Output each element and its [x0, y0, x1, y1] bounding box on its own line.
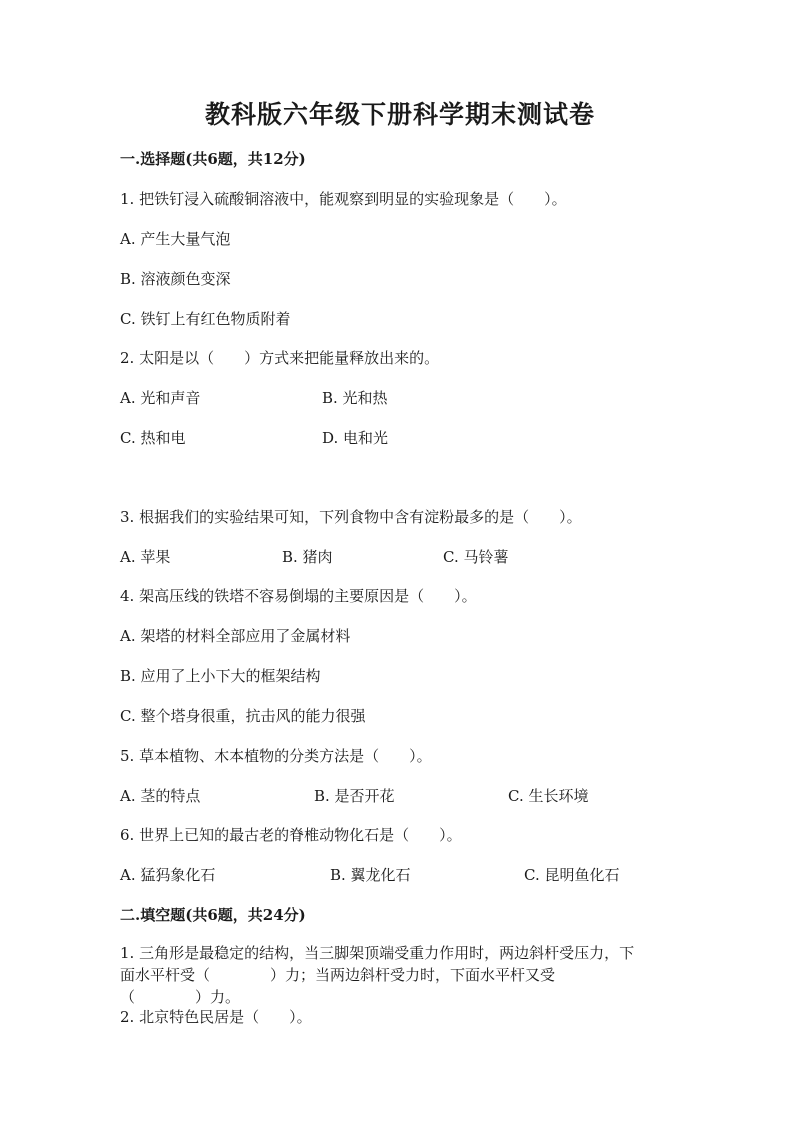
question-4-option-c: C. 整个塔身很重，抗击风的能力很强 — [120, 707, 366, 725]
question-5: 5. 草本植物、木本植物的分类方法是（ ）。 — [120, 747, 432, 765]
question-3: 3. 根据我们的实验结果可知，下列食物中含有淀粉最多的是（ ）。 — [120, 508, 582, 526]
question-6: 6. 世界上已知的最古老的脊椎动物化石是（ ）。 — [120, 826, 462, 844]
question-3-option-a: A. 苹果 — [120, 548, 171, 566]
section-heading-choice: 一.选择题(共6题，共12分) — [120, 150, 306, 168]
question-1-option-c: C. 铁钉上有红色物质附着 — [120, 310, 291, 328]
question-3-option-b: B. 猪肉 — [282, 548, 333, 566]
question-2-option-c: C. 热和电 — [120, 429, 186, 447]
fill-question-1-line-3: （ ）力。 — [120, 988, 241, 1006]
section-heading-fill-blank: 二.填空题(共6题，共24分) — [120, 906, 306, 924]
question-6-option-b: B. 翼龙化石 — [330, 866, 411, 884]
question-6-option-c: C. 昆明鱼化石 — [524, 866, 620, 884]
question-2-option-b: B. 光和热 — [322, 389, 388, 407]
question-2-option-d: D. 电和光 — [322, 429, 389, 447]
question-5-option-c: C. 生长环境 — [508, 787, 589, 805]
question-1-option-a: A. 产生大量气泡 — [120, 230, 231, 248]
fill-question-1-line-1: 1. 三角形是最稳定的结构，当三脚架顶端受重力作用时，两边斜杆受压力，下 — [120, 944, 635, 962]
question-5-option-a: A. 茎的特点 — [120, 787, 201, 805]
fill-question-2: 2. 北京特色民居是（ ）。 — [120, 1008, 312, 1026]
question-1: 1. 把铁钉浸入硫酸铜溶液中，能观察到明显的实验现象是（ ）。 — [120, 190, 567, 208]
question-1-option-b: B. 溶液颜色变深 — [120, 270, 231, 288]
question-4-option-a: A. 架塔的材料全部应用了金属材料 — [120, 627, 351, 645]
fill-question-1-line-2: 面水平杆受（ ）力；当两边斜杆受力时，下面水平杆又受 — [120, 966, 556, 984]
question-3-option-c: C. 马铃薯 — [443, 548, 509, 566]
question-4: 4. 架高压线的铁塔不容易倒塌的主要原因是（ ）。 — [120, 587, 477, 605]
question-2: 2. 太阳是以（ ）方式来把能量释放出来的。 — [120, 349, 440, 367]
page-title: 教科版六年级下册科学期末测试卷 — [204, 100, 595, 129]
question-5-option-b: B. 是否开花 — [314, 787, 395, 805]
fill-question-1 — [120, 942, 680, 1008]
question-4-option-b: B. 应用了上小下大的框架结构 — [120, 667, 321, 685]
question-6-option-a: A. 猛犸象化石 — [120, 866, 216, 884]
question-2-option-a: A. 光和声音 — [120, 389, 201, 407]
